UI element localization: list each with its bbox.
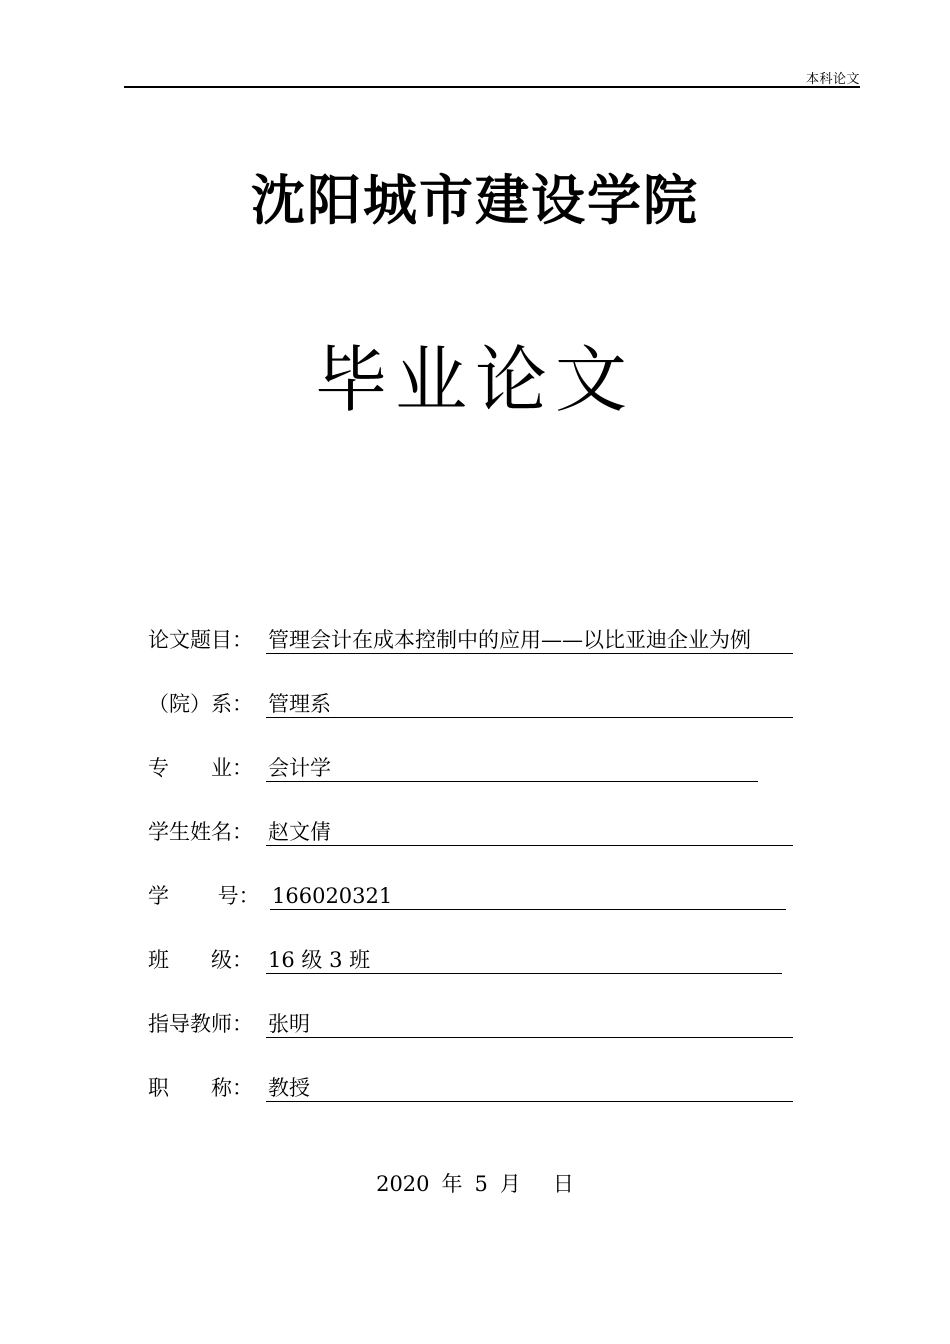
info-row-thesis-title xyxy=(148,624,808,656)
date-year-unit: 年 xyxy=(441,1172,463,1196)
info-row-major xyxy=(148,752,808,784)
info-value: 管理会计在成本控制中的应用——以比亚迪企业为例 xyxy=(266,624,793,654)
info-value: 管理系 xyxy=(266,688,793,718)
info-row-student-id xyxy=(148,880,808,912)
info-label: 职 称： xyxy=(148,1076,253,1100)
info-value: 赵文倩 xyxy=(266,816,793,846)
info-value: 会计学 xyxy=(266,752,758,782)
info-row-department xyxy=(148,688,808,720)
header-rule xyxy=(124,86,860,88)
info-label: 学生姓名： xyxy=(148,820,253,844)
info-label: （院）系： xyxy=(148,692,253,716)
school-name: 沈阳城市建设学院 xyxy=(251,169,699,232)
date-year: 2020 xyxy=(376,1172,430,1196)
info-row-class xyxy=(148,944,808,976)
info-label: 学 号： xyxy=(148,884,260,908)
info-label: 专 业： xyxy=(148,756,253,780)
info-value: 16 级 3 班 xyxy=(266,944,782,974)
date-month: 5 xyxy=(474,1172,488,1196)
info-value: 张明 xyxy=(266,1008,793,1038)
info-row-advisor xyxy=(148,1008,808,1040)
info-value: 166020321 xyxy=(270,880,786,910)
info-row-title xyxy=(148,1072,808,1104)
date-month-unit: 月 xyxy=(499,1172,521,1196)
info-value: 教授 xyxy=(266,1072,793,1102)
info-row-student-name xyxy=(148,816,808,848)
info-label: 班 级： xyxy=(148,948,253,972)
document-type: 毕业论文 xyxy=(314,338,635,422)
date-line xyxy=(0,1168,950,1198)
info-label: 指导教师： xyxy=(148,1012,253,1036)
info-label: 论文题目： xyxy=(148,628,253,652)
header-label: 本科论文 xyxy=(805,72,860,87)
date-day-unit: 日 xyxy=(552,1172,574,1196)
